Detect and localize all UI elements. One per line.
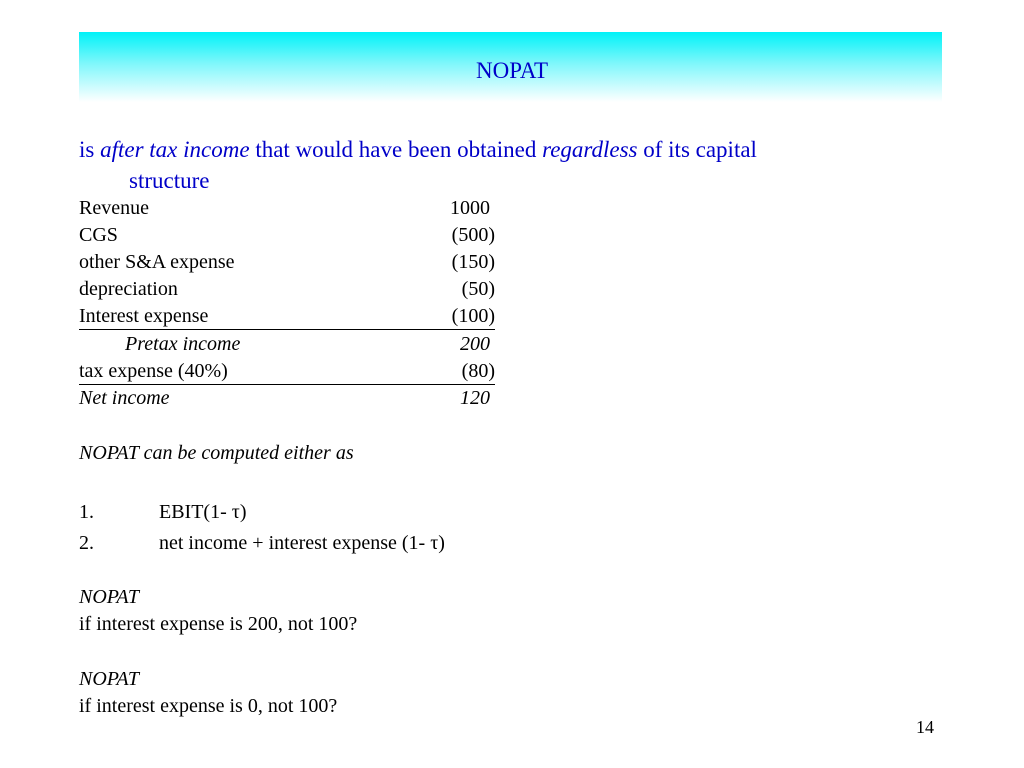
row-value: 1000 — [450, 197, 490, 219]
row-value: 120 — [460, 387, 490, 409]
statement-row-tax — [79, 358, 495, 385]
question-heading: NOPAT — [79, 668, 140, 690]
row-value: (80) — [461, 360, 495, 382]
intro-part: that would have been obtained — [249, 137, 543, 162]
row-label: depreciation — [79, 278, 178, 300]
intro-emphasis-after-tax: after tax income — [100, 137, 250, 162]
row-label: Net income — [79, 387, 170, 409]
formula-text: net income + interest expense (1- — [159, 532, 431, 554]
formula-text: ) — [239, 501, 247, 523]
row-label: Interest expense — [79, 305, 209, 327]
tau-symbol: τ — [430, 532, 439, 554]
row-label: tax expense (40%) — [79, 360, 228, 382]
statement-row-cgs — [79, 222, 495, 249]
intro-part: structure — [129, 168, 210, 193]
question-heading: NOPAT — [79, 586, 140, 608]
row-label: other S&A expense — [79, 251, 235, 273]
row-label: CGS — [79, 224, 118, 246]
statement-row-net-income — [79, 385, 490, 412]
formula-text: EBIT(1- — [159, 501, 232, 523]
slide-title: NOPAT — [475, 58, 548, 83]
method-number: 2. — [79, 532, 94, 554]
method-formula-ebit — [159, 499, 246, 526]
statement-row-sga — [79, 249, 495, 276]
intro-part: is — [79, 137, 101, 162]
method-formula-net-income — [159, 530, 445, 557]
question-text: if interest expense is 200, not 100? — [79, 613, 358, 635]
statement-row-depreciation — [79, 276, 495, 303]
statement-row-pretax — [79, 331, 490, 358]
page-number: 14 — [916, 717, 934, 737]
intro-definition — [79, 134, 899, 196]
row-value: (100) — [451, 305, 495, 327]
intro-part: of its capital — [637, 137, 757, 162]
row-value: 200 — [460, 333, 490, 355]
question-text: if interest expense is 0, not 100? — [79, 695, 338, 717]
formula-text: ) — [438, 532, 445, 554]
tau-symbol: τ — [231, 501, 240, 523]
method-number: 1. — [79, 501, 94, 523]
row-value: (150) — [451, 251, 495, 273]
row-label: Revenue — [79, 197, 149, 219]
intro-emphasis-regardless: regardless — [542, 137, 638, 162]
statement-row-revenue — [79, 195, 490, 222]
statement-row-interest — [79, 303, 495, 330]
row-value: (50) — [461, 278, 495, 300]
row-value: (500) — [451, 224, 495, 246]
computed-heading: NOPAT can be computed either as — [79, 442, 354, 464]
row-label: Pretax income — [125, 333, 241, 355]
